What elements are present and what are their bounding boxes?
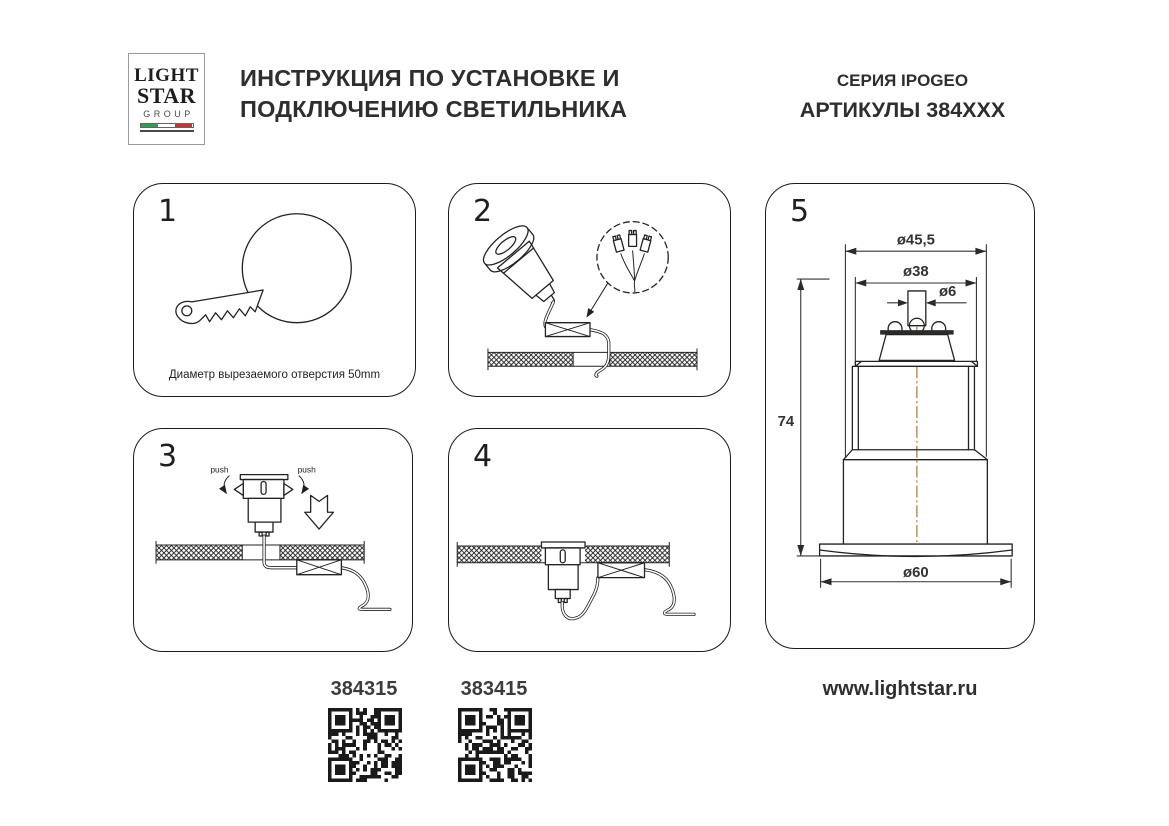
installed-lamp bbox=[541, 542, 585, 602]
step1-caption: Диаметр вырезаемого отверстия 50mm bbox=[168, 369, 381, 381]
logo-text-group: GROUP bbox=[143, 108, 194, 119]
connector-magnifier bbox=[587, 222, 668, 317]
articles-label: АРТИКУЛЫ 384XXX bbox=[799, 98, 1006, 122]
push-label-left: push bbox=[210, 464, 229, 475]
step5-drawing bbox=[766, 184, 1034, 648]
step4-drawing bbox=[449, 429, 730, 651]
push-arrow-right bbox=[299, 476, 304, 494]
step3-drawing bbox=[134, 429, 412, 651]
dim-top-diameter: ø45,5 bbox=[896, 232, 935, 249]
panel-step2 bbox=[448, 183, 731, 397]
logo-underline bbox=[140, 130, 194, 132]
page-title bbox=[240, 63, 627, 125]
logo-text-light: LIGHT bbox=[134, 64, 199, 86]
step5-number: 5 bbox=[790, 194, 810, 229]
dim-base-diameter: ø60 bbox=[903, 564, 929, 581]
logo-text-star: STAR bbox=[136, 82, 197, 108]
insert-down-arrow-icon bbox=[305, 495, 334, 529]
dim-inner-diameter: ø38 bbox=[903, 264, 929, 281]
qr-code-1 bbox=[328, 708, 402, 782]
italian-flag-icon bbox=[140, 123, 194, 128]
dim-height: 74 bbox=[777, 413, 795, 430]
series-label: СЕРИЯ IPOGEO bbox=[836, 71, 969, 90]
ground-lamp bbox=[478, 220, 574, 320]
panel-step3 bbox=[133, 428, 413, 652]
step2-number: 2 bbox=[473, 194, 493, 229]
saw-icon bbox=[176, 290, 263, 323]
push-arrow-left bbox=[224, 476, 229, 494]
flag-green bbox=[141, 124, 158, 127]
panel-step4 bbox=[448, 428, 731, 652]
lamp-technical-outline bbox=[820, 291, 1013, 557]
page-title-line2: ПОДКЛЮЧЕНИЮ СВЕТИЛЬНИКА bbox=[240, 96, 628, 122]
step4-number: 4 bbox=[473, 439, 493, 474]
step3-number: 3 bbox=[158, 439, 178, 474]
step1-number: 1 bbox=[158, 194, 178, 229]
cutout-hole-circle bbox=[242, 214, 351, 323]
step1-drawing bbox=[134, 184, 415, 396]
panel-step1 bbox=[133, 183, 416, 397]
article-number-2: 383415 bbox=[460, 678, 528, 700]
website-link: www.lightstar.ru bbox=[822, 678, 978, 700]
page-title-line1: ИНСТРУКЦИЯ ПО УСТАНОВКЕ И bbox=[240, 65, 620, 91]
ground-surface bbox=[488, 348, 697, 370]
dim-pin-diameter: ø6 bbox=[938, 283, 957, 300]
panel-step5 bbox=[765, 183, 1035, 649]
dimension-lines bbox=[797, 244, 1011, 587]
push-label-right: push bbox=[297, 464, 316, 475]
flag-red bbox=[175, 124, 192, 127]
flag-white bbox=[158, 124, 175, 127]
qr-code-2 bbox=[458, 708, 532, 782]
lightstar-logo bbox=[128, 53, 205, 145]
article-number-1: 384315 bbox=[330, 678, 398, 700]
lamp-front-view bbox=[234, 475, 292, 536]
junction-box bbox=[598, 563, 645, 578]
step2-drawing bbox=[449, 184, 730, 396]
junction-box bbox=[545, 323, 590, 337]
magnifier-arrow bbox=[587, 283, 608, 317]
junction-box bbox=[297, 560, 342, 575]
